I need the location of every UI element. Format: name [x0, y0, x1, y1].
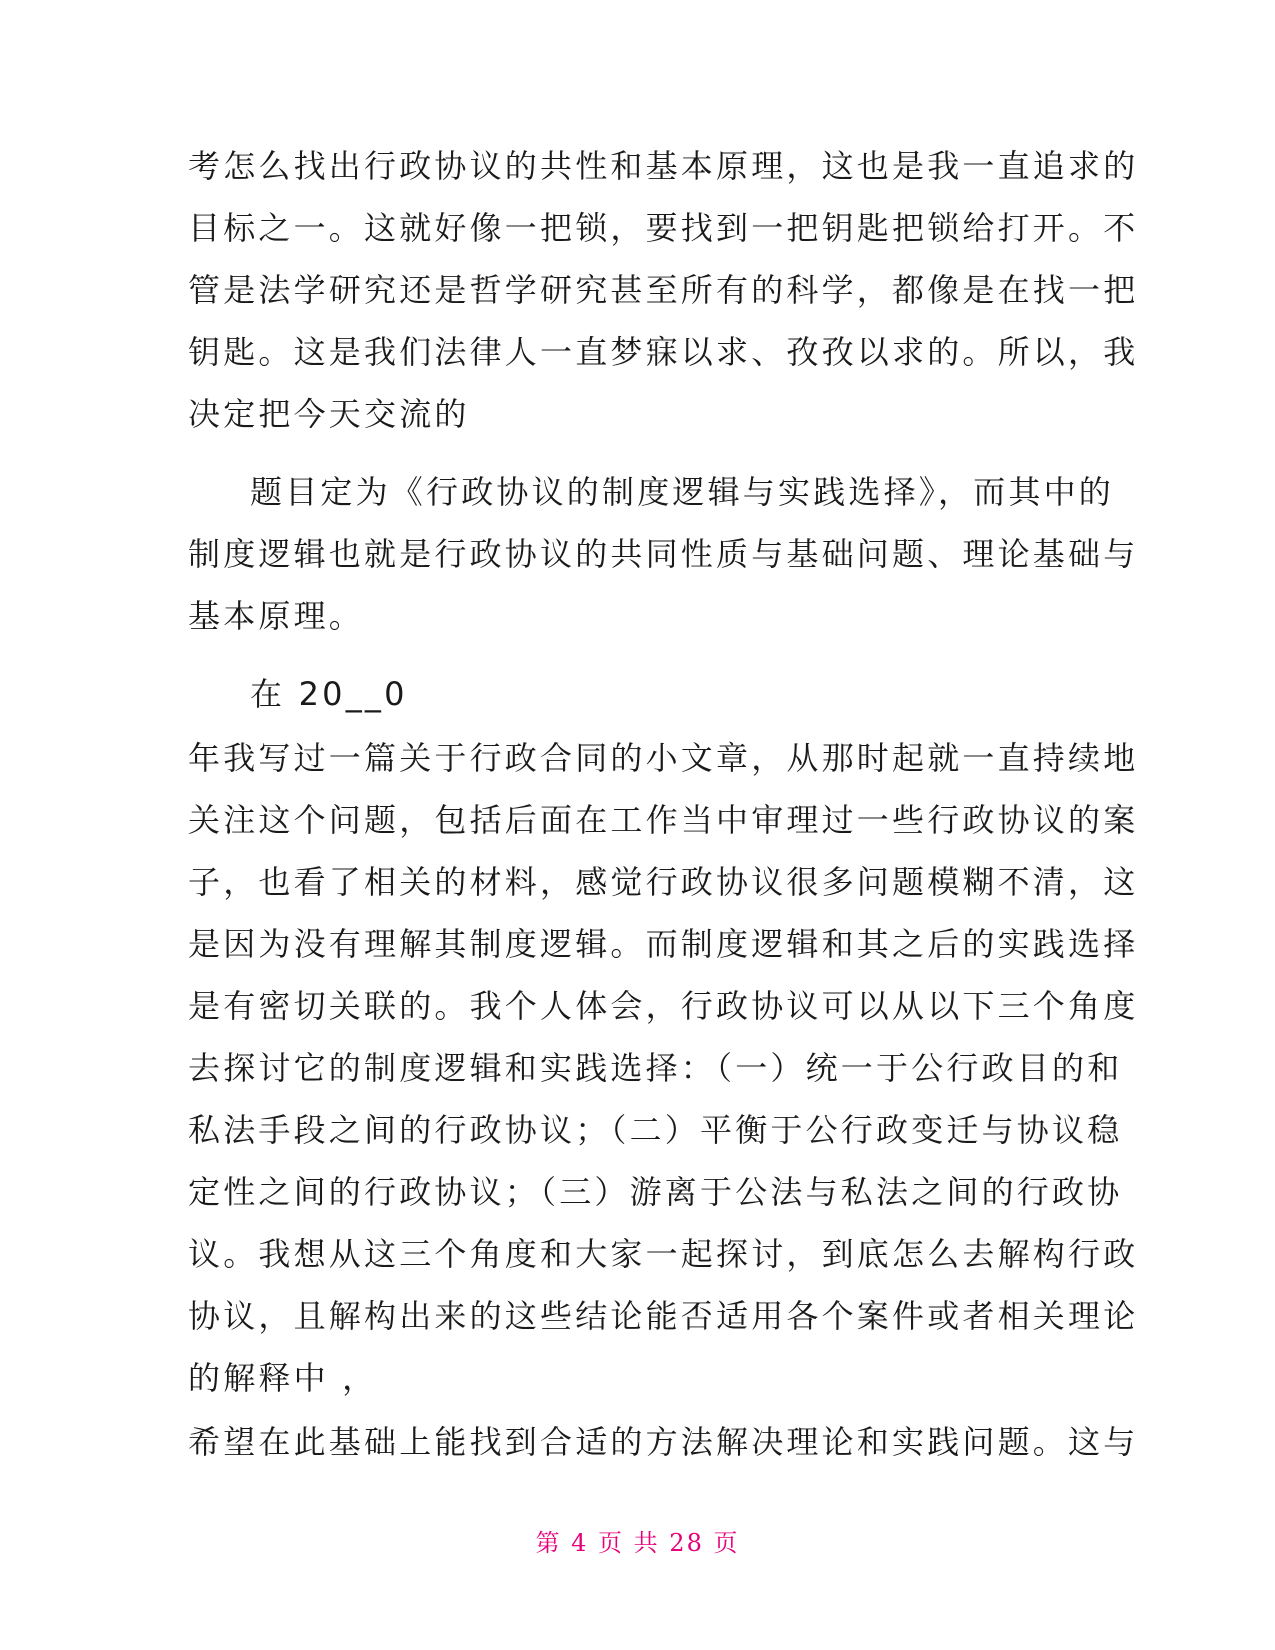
- text-line: 希望在此基础上能找到合适的方法解决理论和实践问题。这与: [188, 1423, 1139, 1461]
- text-line: 在 20__0: [250, 675, 408, 713]
- text-line: 决定把今天交流的: [188, 395, 470, 433]
- text-line: 是有密切关联的。我个人体会，行政协议可以从以下三个角度: [188, 987, 1139, 1025]
- text-line: 钥匙。这是我们法律人一直梦寐以求、孜孜以求的。所以，我: [188, 333, 1139, 371]
- text-line: 是因为没有理解其制度逻辑。而制度逻辑和其之后的实践选择: [188, 925, 1139, 963]
- text-line: 制度逻辑也就是行政协议的共同性质与基础问题、理论基础与: [188, 535, 1139, 573]
- text-line: 基本原理。: [188, 597, 365, 635]
- text-line: 年我写过一篇关于行政合同的小文章，从那时起就一直持续地: [188, 739, 1139, 777]
- text-line: 定性之间的行政协议；（三）游离于公法与私法之间的行政协: [188, 1173, 1123, 1211]
- text-line: 考怎么找出行政协议的共性和基本原理，这也是我一直追求的: [188, 147, 1139, 185]
- page-number-footer: 第 4 页 共 28 页: [535, 1529, 740, 1557]
- text-line: 题目定为《行政协议的制度逻辑与实践选择》，而其中的: [250, 473, 1115, 511]
- text-line: 私法手段之间的行政协议；（二）平衡于公行政变迁与协议稳: [188, 1111, 1123, 1149]
- text-line: 去探讨它的制度逻辑和实践选择：（一）统一于公行政目的和: [188, 1049, 1123, 1087]
- text-line: 管是法学研究还是哲学研究甚至所有的科学，都像是在找一把: [188, 271, 1139, 309]
- text-line: 子，也看了相关的材料，感觉行政协议很多问题模糊不清，这: [188, 863, 1139, 901]
- text-line: 目标之一。这就好像一把锁，要找到一把钥匙把锁给打开。不: [188, 209, 1139, 247]
- text-line: 议。我想从这三个角度和大家一起探讨，到底怎么去解构行政: [188, 1235, 1139, 1273]
- text-line: 的解释中 ，: [188, 1359, 378, 1397]
- text-line: 协议，且解构出来的这些结论能否适用各个案件或者相关理论: [188, 1297, 1139, 1335]
- text-line: 关注这个问题，包括后面在工作当中审理过一些行政协议的案: [188, 801, 1139, 839]
